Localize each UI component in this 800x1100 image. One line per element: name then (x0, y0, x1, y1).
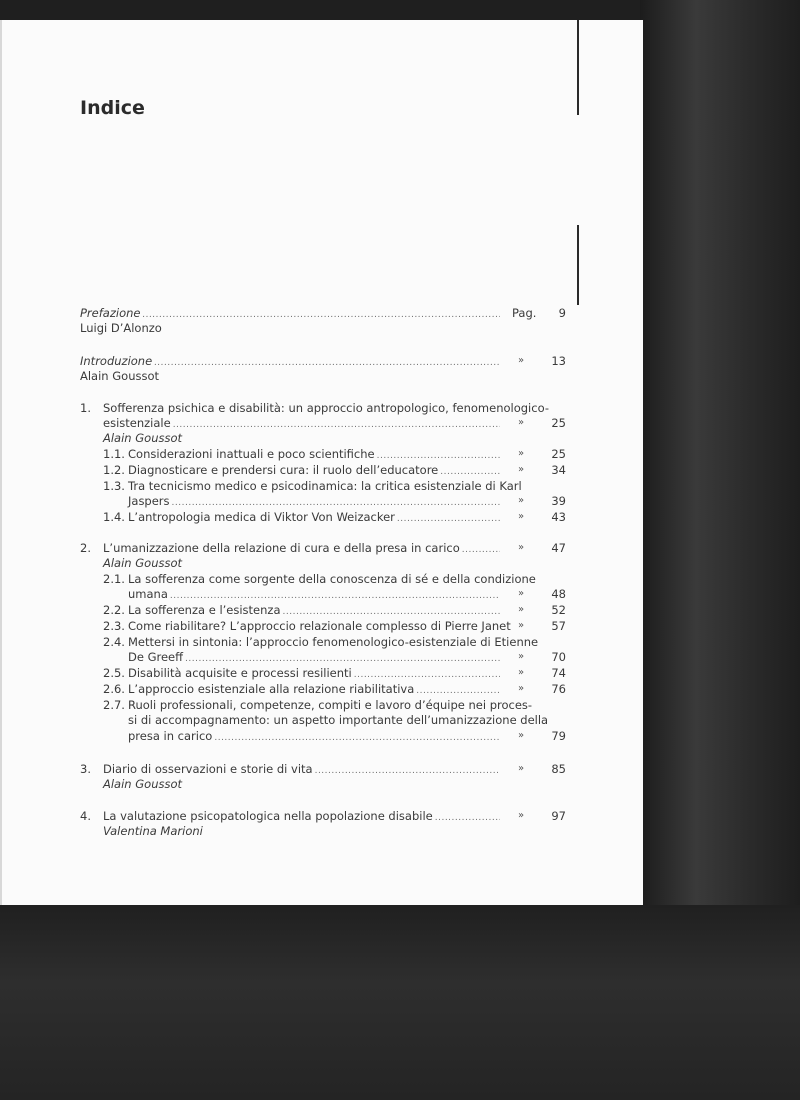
ditto-mark: » (517, 763, 525, 774)
dot-leader (462, 543, 500, 557)
section-title: L’antropologia medica di Viktor Von Weizacker (128, 510, 395, 524)
toc-author: Alain Goussot (80, 369, 160, 383)
page-number: 39 (551, 494, 566, 508)
ditto-mark: » (517, 542, 525, 553)
section-title-cont: De Greeff (128, 650, 184, 664)
toc-author: Alain Goussot (103, 431, 183, 445)
page-number: 79 (551, 729, 566, 743)
section-number: 1.3. (103, 479, 125, 493)
chapter-title: L’umanizzazione della relazione di cura e della presa in carico (103, 541, 460, 555)
toc-entry-section[interactable] (128, 603, 500, 619)
section-number: 2.3. (103, 619, 125, 633)
chapter-number: 1. (80, 401, 91, 415)
toc-entry-section[interactable] (128, 729, 500, 745)
page-number: 57 (551, 619, 566, 633)
page-number: 48 (551, 587, 566, 601)
section-title[interactable]: Ruoli professionali, competenze, compiti e lavoro d’équipe nei proces- (128, 698, 533, 712)
ditto-mark: » (517, 464, 525, 475)
section-number: 2.5. (103, 666, 125, 680)
page-number: 52 (551, 603, 566, 617)
dot-leader (154, 356, 500, 370)
section-title[interactable]: La sofferenza come sorgente della conoscenza di sé e della condizione (128, 572, 536, 586)
dot-leader (397, 512, 500, 526)
section-title[interactable]: Mettersi in sintonia: l’approccio fenomenologico-esistenziale di Etienne (128, 635, 539, 649)
section-title-cont: presa in carico (128, 729, 213, 743)
page-number: 25 (551, 447, 566, 461)
page-number: 43 (551, 510, 566, 524)
chapter-number: 2. (80, 541, 91, 555)
ditto-mark: » (517, 417, 525, 428)
toc-entry-section[interactable] (128, 619, 511, 635)
page-number: 85 (551, 762, 566, 776)
toc-author: Luigi D’Alonzo (80, 321, 162, 335)
dot-leader (173, 418, 500, 432)
toc-entry-section[interactable] (128, 510, 500, 526)
toc-author: Alain Goussot (103, 777, 183, 791)
dot-leader (440, 465, 500, 479)
dot-leader (283, 605, 500, 619)
toc-entry-chapter-3[interactable] (103, 762, 500, 778)
dot-leader (214, 731, 500, 745)
section-number: 2.4. (103, 635, 125, 649)
dot-leader (377, 449, 500, 463)
dot-leader (354, 668, 500, 682)
toc-entry-chapter-4[interactable] (103, 809, 500, 825)
scan-background-bottom (0, 905, 800, 1100)
ditto-mark: » (517, 667, 525, 678)
toc-entry-chapter-2[interactable] (103, 541, 500, 557)
section-title: Come riabilitare? L’approccio relazionale complesso di Pierre Janet (128, 619, 511, 633)
section-title-cont: Jaspers (128, 494, 170, 508)
ditto-mark: » (517, 604, 525, 615)
page-number: 97 (551, 809, 566, 823)
section-title: La sofferenza e l’esistenza (128, 603, 281, 617)
ditto-mark: » (517, 730, 525, 741)
toc-entry-section[interactable] (128, 650, 500, 666)
dot-leader (170, 589, 500, 603)
ditto-mark: » (517, 620, 525, 631)
section-number: 1.4. (103, 510, 125, 524)
dot-leader (315, 764, 500, 778)
page-number: 47 (551, 541, 566, 555)
chapter-title: La valutazione psicopatologica nella popolazione disabile (103, 809, 433, 823)
page-label: Pag. (512, 306, 537, 320)
page-number: 13 (551, 354, 566, 368)
toc-entry-introduzione[interactable] (80, 354, 500, 370)
section-title-cont[interactable]: si di accompagnamento: un aspetto importante dell’umanizzazione della (128, 713, 549, 727)
toc-entry-label: Introduzione (80, 354, 153, 368)
toc-entry-chapter-1[interactable] (103, 416, 500, 432)
chapter-number: 3. (80, 762, 91, 776)
chapter-title-cont: esistenziale (103, 416, 171, 430)
table-of-contents (2, 20, 645, 905)
section-title: Disabilità acquisite e processi resilienti (128, 666, 352, 680)
ditto-mark: » (517, 448, 525, 459)
toc-entry-section[interactable] (128, 494, 500, 510)
chapter-title[interactable]: Sofferenza psichica e disabilità: un approccio antropologico, fenomenologico- (103, 401, 549, 415)
page-number: 34 (551, 463, 566, 477)
toc-entry-section[interactable] (128, 666, 500, 682)
ditto-mark: » (517, 588, 525, 599)
ditto-mark: » (517, 651, 525, 662)
book-page (0, 20, 643, 905)
ditto-mark: » (517, 495, 525, 506)
page-number: 70 (551, 650, 566, 664)
section-number: 2.6. (103, 682, 125, 696)
section-title[interactable]: Tra tecnicismo medico e psicodinamica: la critica esistenziale di Karl (128, 479, 522, 493)
section-number: 2.1. (103, 572, 125, 586)
dot-leader (172, 496, 500, 510)
section-number: 1.2. (103, 463, 125, 477)
ditto-mark: » (517, 810, 525, 821)
section-number: 1.1. (103, 447, 125, 461)
page-number: 76 (551, 682, 566, 696)
toc-author: Valentina Marioni (103, 824, 203, 838)
toc-entry-section[interactable] (128, 587, 500, 603)
toc-entry-section[interactable] (128, 447, 500, 463)
ditto-mark: » (517, 355, 525, 366)
dot-leader (185, 652, 500, 666)
chapter-number: 4. (80, 809, 91, 823)
section-title: Diagnosticare e prendersi cura: il ruolo dell’educatore (128, 463, 439, 477)
page-title: Indice (80, 97, 145, 119)
dot-leader (416, 684, 500, 698)
ditto-mark: » (517, 683, 525, 694)
chapter-title: Diario di osservazioni e storie di vita (103, 762, 313, 776)
page-number: 74 (551, 666, 566, 680)
dot-leader (142, 308, 500, 322)
ditto-mark: » (517, 511, 525, 522)
toc-entry-section[interactable] (128, 682, 500, 698)
section-title-cont: umana (128, 587, 168, 601)
toc-entry-label: Prefazione (80, 306, 141, 320)
section-title: L’approccio esistenziale alla relazione riabilitativa (128, 682, 415, 696)
toc-author: Alain Goussot (103, 556, 183, 570)
section-number: 2.2. (103, 603, 125, 617)
dot-leader (435, 811, 500, 825)
section-title: Considerazioni inattuali e poco scientifiche (128, 447, 375, 461)
page-number: 9 (558, 306, 566, 320)
section-number: 2.7. (103, 698, 125, 712)
page-number: 25 (551, 416, 566, 430)
toc-entry-section[interactable] (128, 463, 500, 479)
toc-entry-prefazione[interactable] (80, 306, 500, 322)
